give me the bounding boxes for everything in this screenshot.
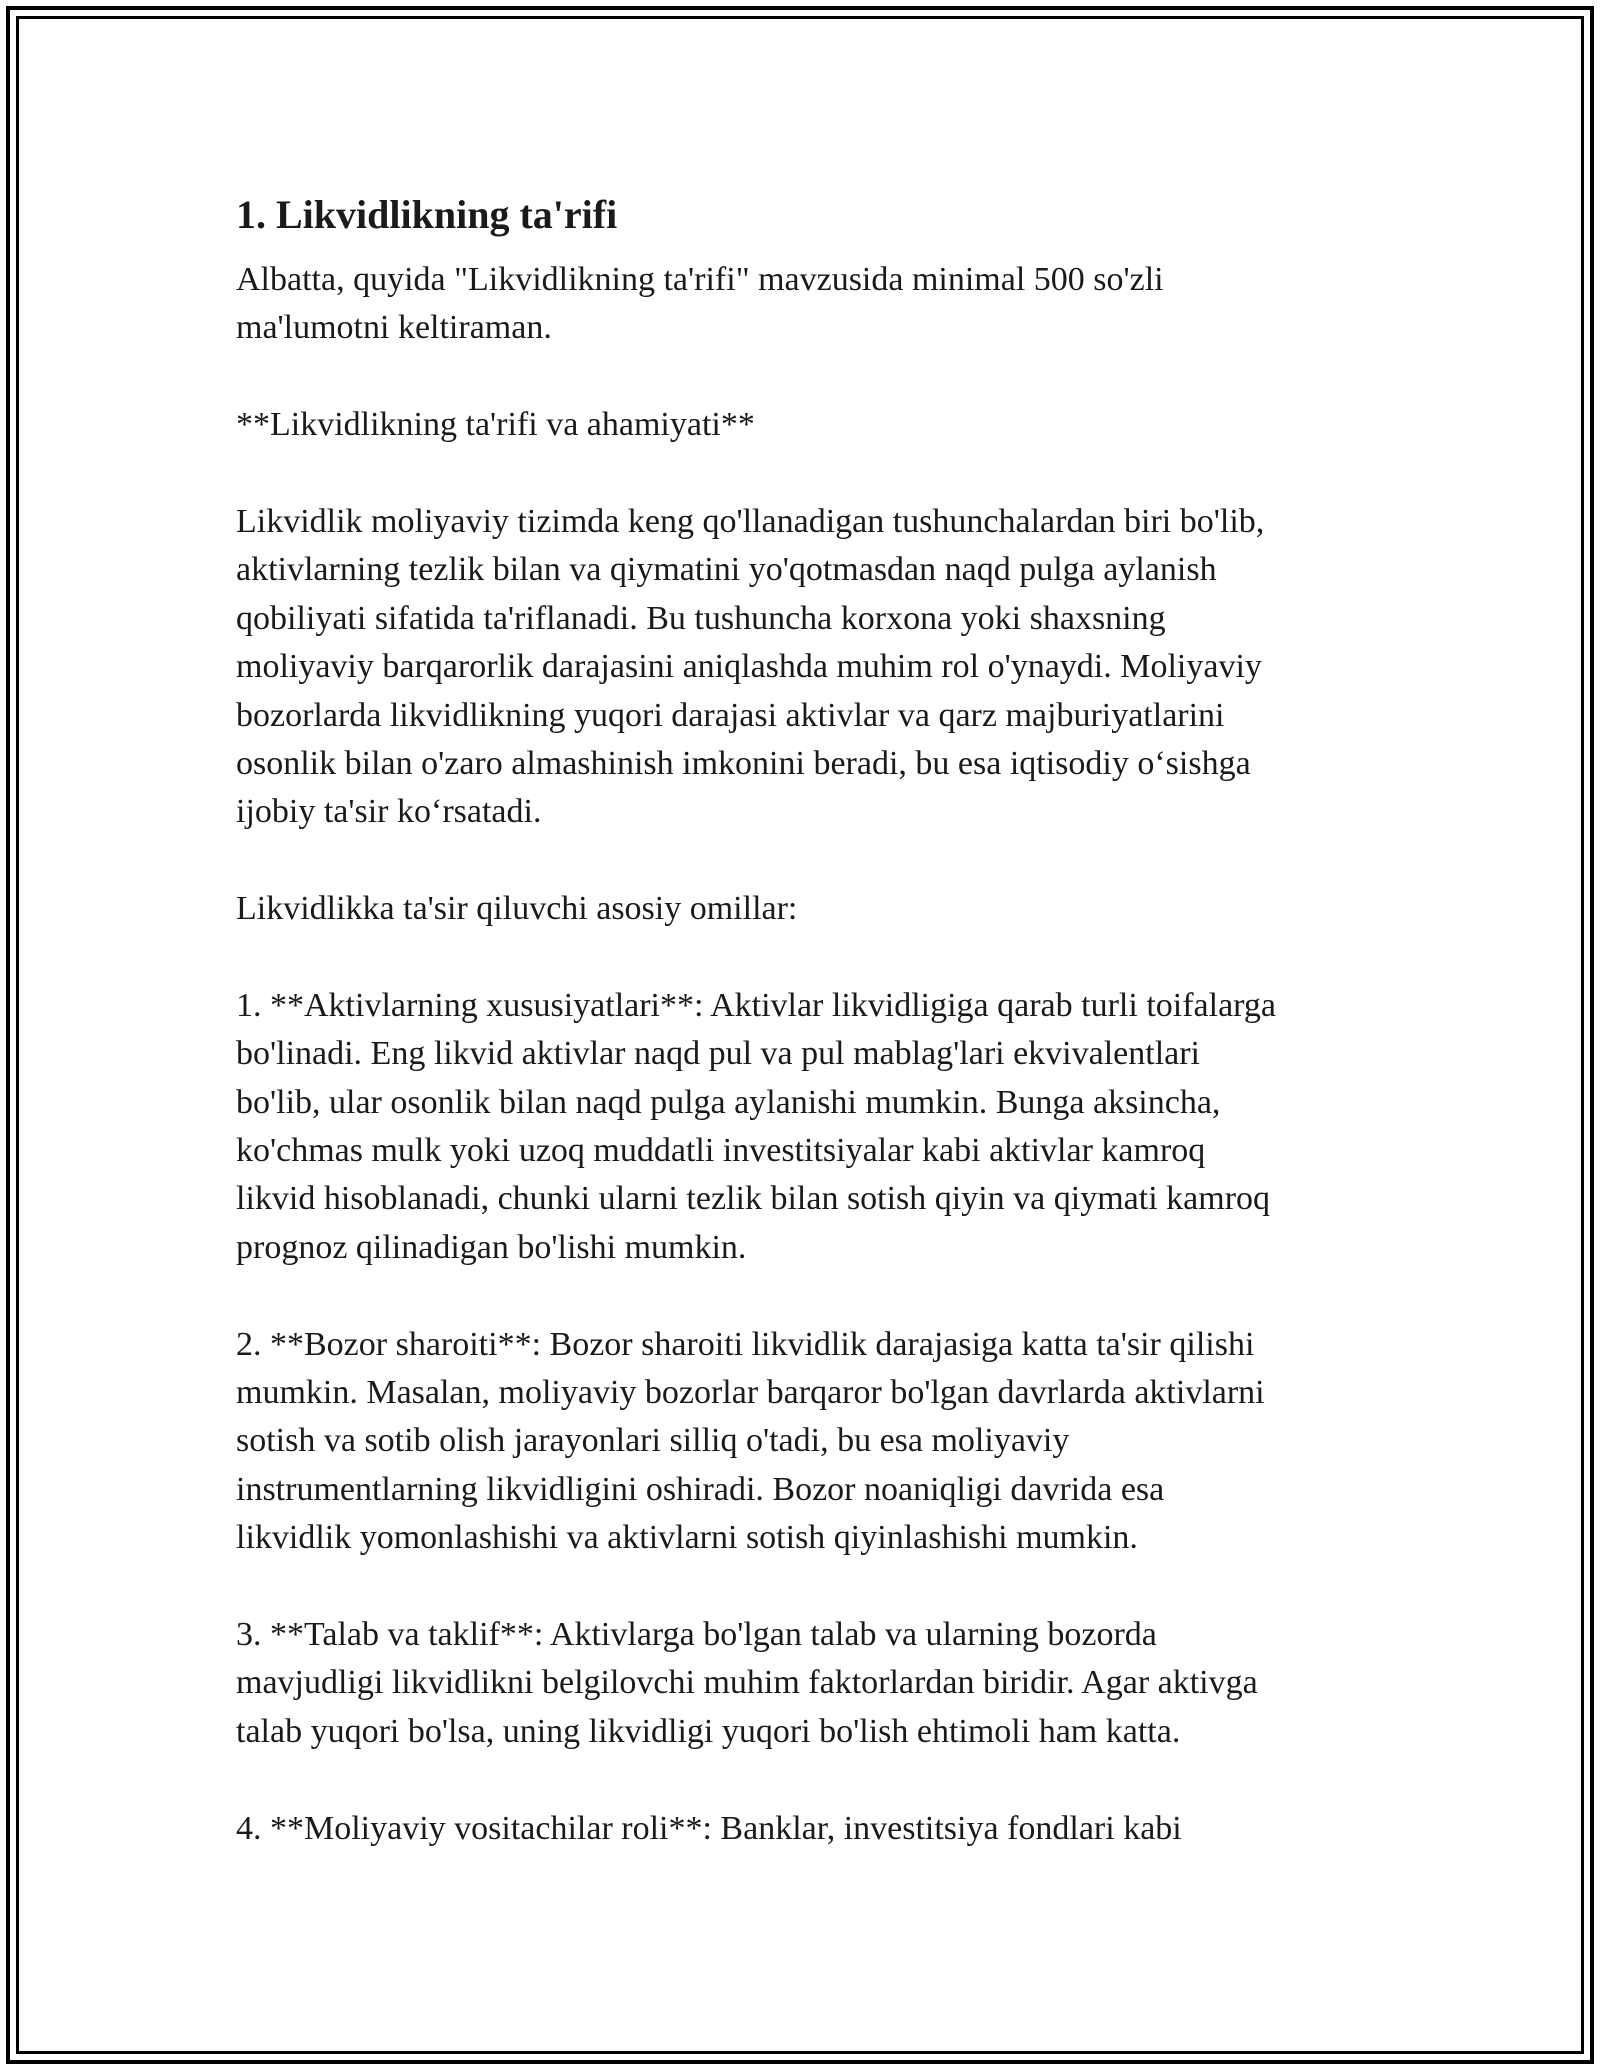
document-text: [236, 256, 1366, 1853]
text-line: [236, 353, 1366, 401]
text-line: Albatta, quyida "Likvidlikning ta'rifi" mavzusida minimal 500 so'zli: [236, 261, 1164, 298]
text-line: ko'chmas mulk yoki uzoq muddatli investitsiyalar kabi aktivlar kamroq: [236, 1132, 1206, 1170]
text-line: 4. **Moliyaviy vositachilar roli**: Banklar, investitsiya fondlari kabi: [236, 1809, 1182, 1847]
text-line: bozorlarda likvidlikning yuqori darajasi aktivlar va qarz majburiyatlarini: [236, 696, 1225, 734]
text-line: 2. **Bozor sharoiti**: Bozor sharoiti likvidlik darajasiga katta ta'sir qilishi: [236, 1325, 1255, 1363]
text-line: **Likvidlikning ta'rifi va ahamiyati**: [236, 406, 755, 444]
text-line: 1. **Aktivlarning xususiyatlari**: Aktivlar likvidligiga qarab turli toifalarga: [236, 986, 1276, 1024]
text-line: ijobiy ta'sir ko‘rsatadi.: [236, 793, 542, 831]
text-line: mavjudligi likvidlikni belgilovchi muhim faktorlardan biridir. Agar aktivga: [236, 1664, 1258, 1702]
text-line: prognoz qilinadigan bo'lishi mumkin.: [236, 1228, 747, 1266]
text-line: ma'lumotni keltiraman.: [236, 309, 552, 347]
text-line: [236, 1756, 1366, 1804]
text-line: [236, 933, 1366, 981]
text-line: bo'linadi. Eng likvid aktivlar naqd pul va pul mablag'lari ekvivalentlari: [236, 1035, 1201, 1073]
text-line: [236, 1272, 1366, 1320]
text-line: 3. **Talab va taklif**: Aktivlarga bo'lgan talab va ularning bozorda: [236, 1615, 1157, 1653]
text-line: Likvidlikka ta'sir qiluvchi asosiy omillar:: [236, 890, 798, 928]
text-line: talab yuqori bo'lsa, uning likvidligi yuqori bo'lish ehtimoli ham katta.: [236, 1712, 1181, 1750]
text-line: osonlik bilan o'zaro almashinish imkonini beradi, bu esa iqtisodiy o‘sishga: [236, 744, 1251, 782]
text-line: sotish va sotib olish jarayonlari silliq o'tadi, bu esa moliyaviy: [236, 1422, 1070, 1460]
document-body: [236, 180, 1366, 1853]
text-line: Likvidlik moliyaviy tizimda keng qo'llanadigan tushunchalardan biri bo'lib,: [236, 502, 1265, 540]
text-line: likvid hisoblanadi, chunki ularni tezlik bilan sotish qiyin va qiymati kamroq: [236, 1180, 1271, 1218]
text-line: aktivlarning tezlik bilan va qiymatini yo'qotmasdan naqd pulga aylanish: [236, 551, 1217, 589]
text-line: [236, 1563, 1366, 1611]
text-line: qobiliyati sifatida ta'riflanadi. Bu tushuncha korxona yoki shaxsning: [236, 599, 1166, 637]
text-line: moliyaviy barqarorlik darajasini aniqlashda muhim rol o'ynaydi. Moliyaviy: [236, 648, 1262, 686]
text-line: bo'lib, ular osonlik bilan naqd pulga aylanishi mumkin. Bunga aksincha,: [236, 1083, 1221, 1121]
text-line: mumkin. Masalan, moliyaviy bozorlar barqaror bo'lgan davrlarda aktivlarni: [236, 1373, 1265, 1411]
text-line: [236, 450, 1366, 498]
text-line: instrumentlarning likvidligini oshiradi. Bozor noaniqligi davrida esa: [236, 1470, 1165, 1508]
document-title: 1. Likvidlikning ta'rifi: [236, 192, 618, 237]
text-line: likvidlik yomonlashishi va aktivlarni sotish qiyinlashishi mumkin.: [236, 1519, 1138, 1557]
text-line: [236, 837, 1366, 885]
